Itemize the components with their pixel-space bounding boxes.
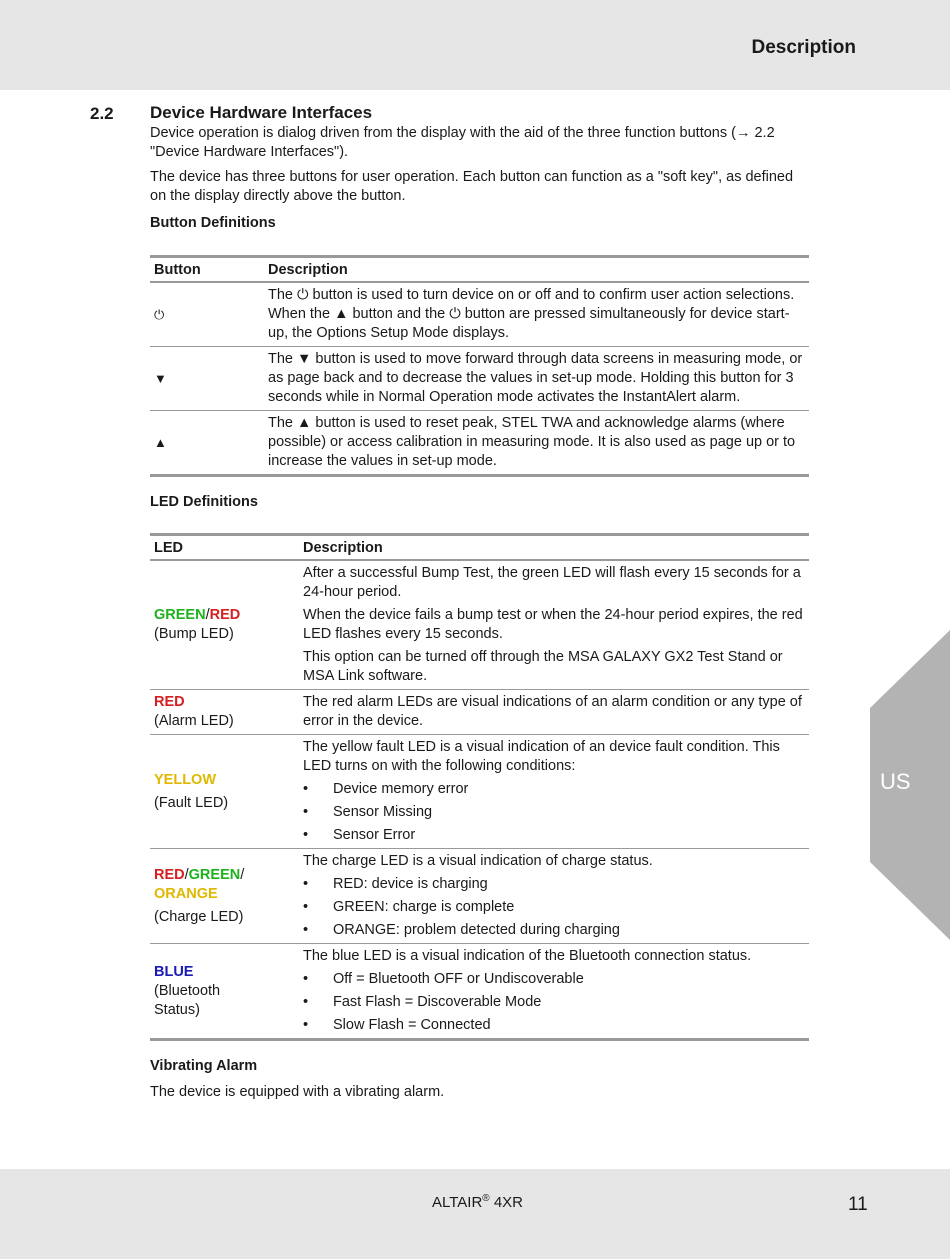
led-subtitle: (Fault LED) bbox=[154, 794, 229, 811]
led-color-red: RED bbox=[154, 866, 185, 883]
list-item: • Fast Flash = Discoverable Mode bbox=[303, 993, 805, 1012]
description-text: The yellow fault LED is a visual indication of an device fault condition. This LED turns on with the following conditions: bbox=[303, 739, 780, 774]
led-color-orange: ORANGE bbox=[154, 885, 218, 902]
slash: / bbox=[205, 607, 210, 623]
led-description-bluetooth bbox=[299, 944, 809, 1040]
header-title: Description bbox=[751, 37, 856, 58]
product-model: 4XR bbox=[489, 1194, 524, 1211]
led-definitions-heading: LED Definitions bbox=[150, 494, 258, 510]
list-item: • Off = Bluetooth OFF or Undiscoverable bbox=[303, 970, 805, 989]
led-subtitle: (Bump LED) bbox=[154, 626, 234, 642]
led-color-green: GREEN bbox=[154, 607, 206, 623]
list-item: • GREEN: charge is complete bbox=[303, 898, 805, 917]
description-text: The charge LED is a visual indication of charge status. bbox=[303, 853, 653, 869]
table-header-row bbox=[150, 257, 809, 283]
list-item: • Device memory error bbox=[303, 780, 805, 799]
down-arrow-icon: ▼ bbox=[150, 347, 264, 411]
led-row-alarm bbox=[150, 690, 809, 735]
button-definitions-table bbox=[150, 255, 809, 477]
list-item: • Slow Flash = Connected bbox=[303, 1016, 805, 1035]
main-content bbox=[150, 104, 810, 1102]
slash: / bbox=[184, 866, 189, 883]
product-brand: ALTAIR bbox=[432, 1194, 483, 1211]
table-row bbox=[150, 347, 809, 411]
bullet-list bbox=[303, 875, 805, 940]
up-arrow-icon: ▲ bbox=[154, 435, 167, 450]
led-color-blue: BLUE bbox=[154, 963, 194, 980]
section-number: 2.2 bbox=[90, 104, 114, 123]
button-definitions-heading: Button Definitions bbox=[150, 215, 276, 231]
led-row-fault bbox=[150, 735, 809, 849]
page-footer bbox=[0, 1169, 950, 1259]
vibrating-alarm-text: The device is equipped with a vibrating alarm. bbox=[150, 1084, 445, 1100]
side-tab-label: US bbox=[880, 769, 911, 794]
column-header-description: Description bbox=[264, 257, 809, 283]
led-definitions-table bbox=[150, 533, 809, 1041]
led-color-green: GREEN bbox=[188, 866, 241, 883]
vibrating-alarm-heading: Vibrating Alarm bbox=[150, 1058, 258, 1074]
list-item: • Sensor Error bbox=[303, 826, 805, 845]
list-item: • RED: device is charging bbox=[303, 875, 805, 894]
power-button-description: The ⏻ button is used to turn device on or off and to confirm user action selections. When the ▲ button and the ⏻ button are pressed simultaneously for device start-up, the Options Setup Mode displays. bbox=[264, 282, 809, 347]
bullet-list bbox=[303, 780, 805, 845]
description-text: This option can be turned off through the MSA GALAXY GX2 Test Stand or MSA Link software. bbox=[303, 649, 783, 684]
table-row bbox=[150, 411, 809, 476]
led-color-red: RED bbox=[154, 694, 185, 710]
led-row-charge bbox=[150, 849, 809, 944]
table-row bbox=[150, 282, 809, 347]
description-text: The blue LED is a visual indication of the Bluetooth connection status. bbox=[303, 948, 752, 964]
led-row-bluetooth bbox=[150, 944, 809, 1040]
led-subtitle: (Bluetooth Status) bbox=[154, 982, 221, 1018]
list-item: • Sensor Missing bbox=[303, 803, 805, 822]
led-name-fault bbox=[150, 735, 299, 849]
bullet-list bbox=[303, 970, 805, 1035]
intro-paragraph: Device operation is dialog driven from the display with the aid of the three function buttons (→ 2.2 "Device Hardware Interfaces"). bbox=[150, 125, 775, 160]
column-header-led: LED bbox=[150, 535, 299, 561]
page-number: 11 bbox=[848, 1194, 868, 1215]
led-description-charge bbox=[299, 849, 809, 944]
power-button-icon: ⏻ bbox=[150, 282, 264, 347]
led-subtitle: (Charge LED) bbox=[154, 908, 244, 925]
down-button-description: The ▼ button is used to move forward through data screens in measuring mode, or as page back and to decrease the values in set-up mode. Holding this button for 3 seconds while in Normal Operation mode activates the InstantAlert alarm. bbox=[264, 347, 809, 411]
product-name bbox=[432, 1193, 523, 1211]
column-header-button: Button bbox=[150, 257, 264, 283]
led-name-bump bbox=[150, 560, 299, 690]
led-description-bump bbox=[299, 560, 809, 690]
registered-mark: ® bbox=[482, 1193, 490, 1204]
description-text: After a successful Bump Test, the green LED will flash every 15 seconds for a 24-hour period. bbox=[303, 565, 801, 600]
intro-paragraph-2: The device has three buttons for user operation. Each button can function as a "soft key", as defined on the display directly above the button. bbox=[150, 169, 794, 204]
section-title: Device Hardware Interfaces bbox=[150, 103, 373, 122]
led-color-red: RED bbox=[209, 607, 241, 623]
led-name-charge bbox=[150, 849, 299, 944]
led-name-alarm bbox=[150, 690, 299, 735]
up-button-description: The ▲ button is used to reset peak, STEL TWA and acknowledge alarms (where possible) or access calibration in measuring mode. It is also used as page up or to increase the values in set-up mode. bbox=[268, 415, 796, 469]
led-color-yellow: YELLOW bbox=[154, 771, 217, 788]
led-name-bluetooth bbox=[150, 944, 299, 1040]
page-header bbox=[0, 0, 950, 90]
list-item: • ORANGE: problem detected during charging bbox=[303, 921, 805, 940]
led-description-alarm: The red alarm LEDs are visual indications of an alarm condition or any type of error in the device. bbox=[299, 690, 809, 735]
led-row-bump bbox=[150, 560, 809, 690]
table-header-row bbox=[150, 535, 809, 561]
led-description-fault bbox=[299, 735, 809, 849]
column-header-description: Description bbox=[299, 535, 809, 561]
description-text: When the device fails a bump test or when the 24-hour period expires, the red LED flashes every 15 seconds. bbox=[303, 607, 803, 642]
led-subtitle: (Alarm LED) bbox=[154, 713, 234, 729]
slash: / bbox=[240, 866, 245, 883]
